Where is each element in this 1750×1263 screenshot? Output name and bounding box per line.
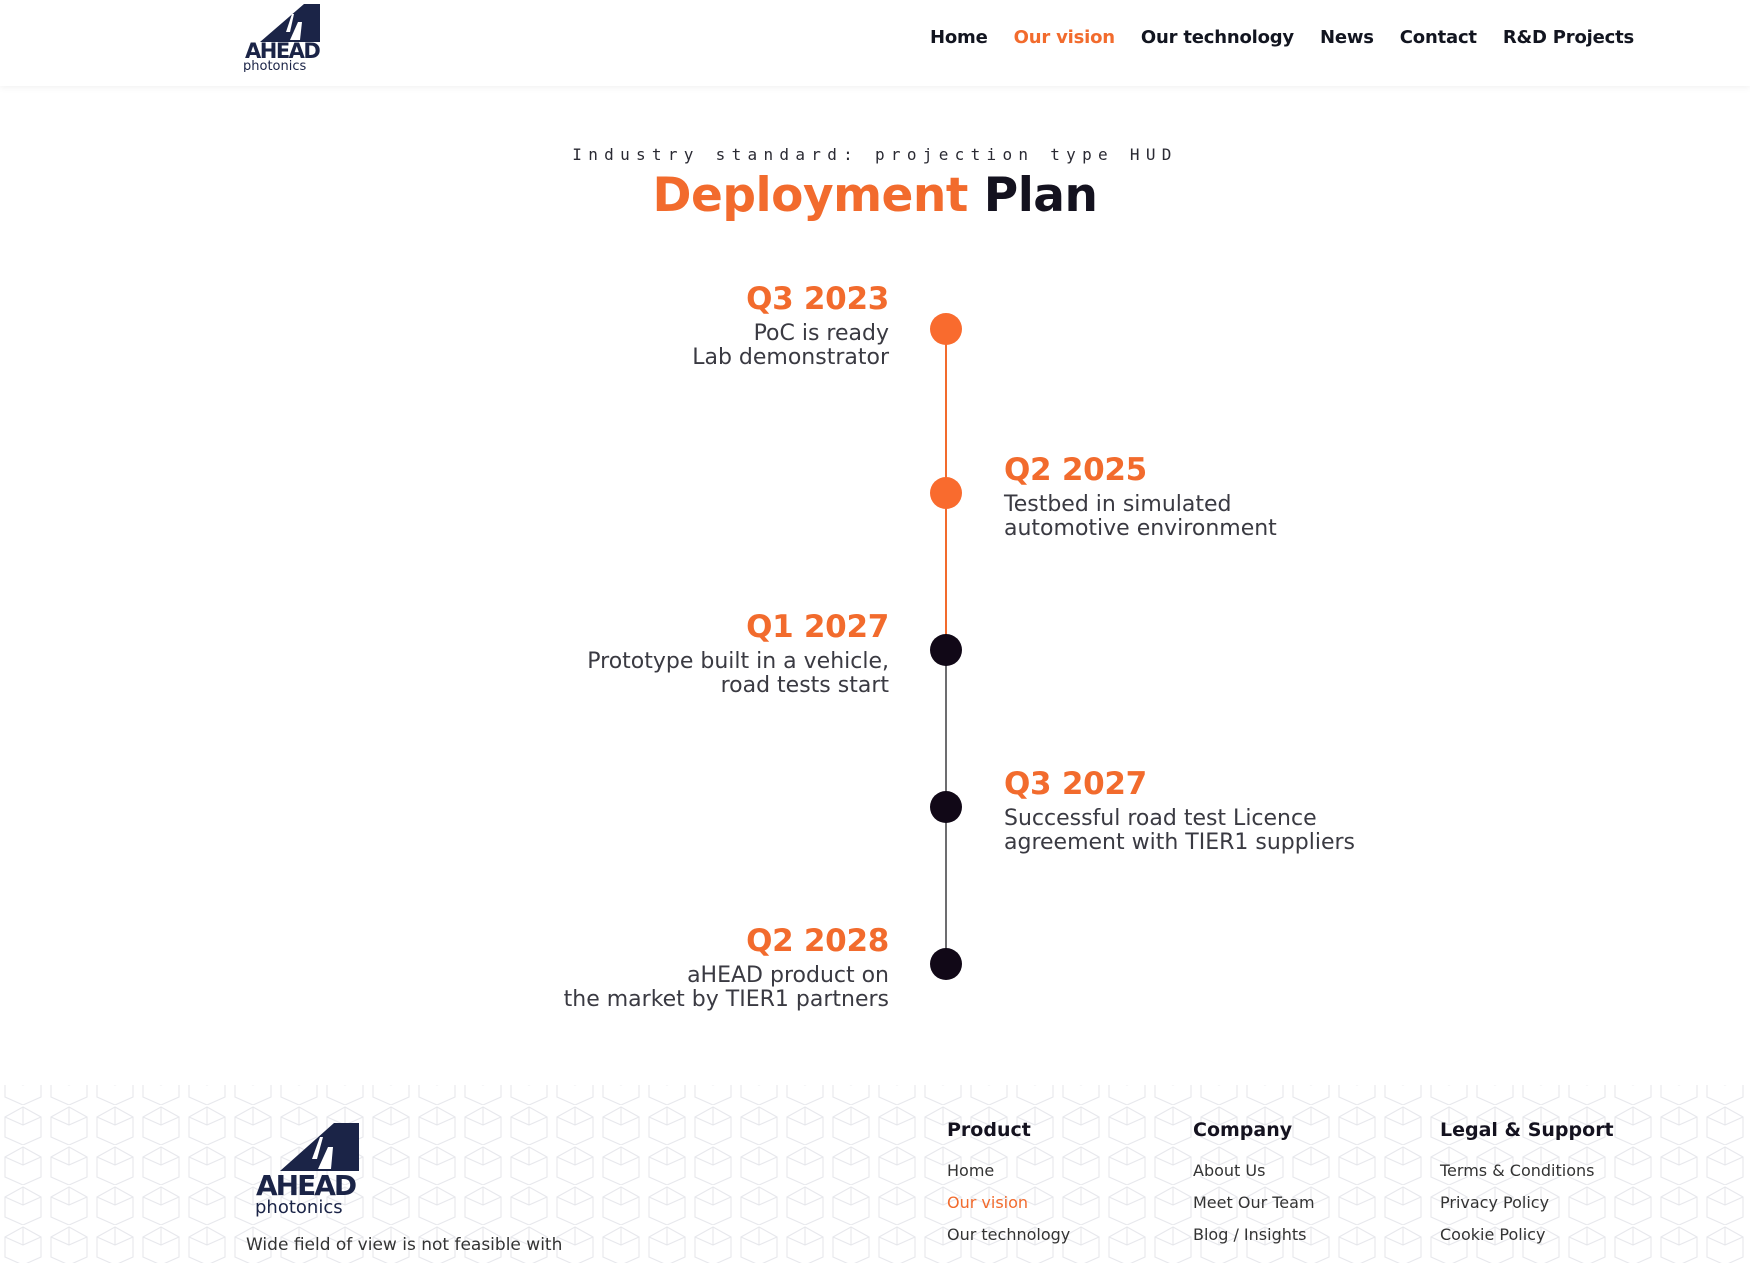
- timeline-dot: [930, 477, 962, 509]
- timeline-dot: [930, 634, 962, 666]
- timeline-quarter: Q2 2025: [1004, 452, 1147, 488]
- timeline-text-line: agreement with TIER1 suppliers: [1004, 830, 1355, 855]
- logo-text-main: AHEAD: [256, 1169, 356, 1202]
- ahead-photonics-logo-footer[interactable]: [254, 1123, 360, 1217]
- timeline-entry: [1004, 767, 1524, 855]
- timeline-text-line: PoC is ready: [753, 321, 889, 346]
- timeline-text: [369, 650, 889, 698]
- footer-link-meet-our-team[interactable]: Meet Our Team: [1193, 1193, 1315, 1212]
- timeline-dot: [930, 948, 962, 980]
- section-eyebrow: Industry standard: projection type HUD: [572, 145, 1178, 164]
- footer-link-our-vision[interactable]: Our vision: [947, 1193, 1029, 1212]
- timeline-quarter: Q3 2023: [746, 281, 889, 317]
- nav-news[interactable]: News: [1319, 27, 1374, 48]
- logo-text-main: AHEAD: [245, 39, 320, 63]
- title-accent: Deployment: [652, 168, 968, 223]
- footer-column-heading: Product: [947, 1119, 1031, 1141]
- logo-text-sub: photonics: [255, 1197, 343, 1217]
- footer-link-cookie[interactable]: Cookie Policy: [1440, 1225, 1546, 1244]
- footer-column-heading: Legal & Support: [1440, 1119, 1614, 1141]
- nav-our-vision[interactable]: Our vision: [1013, 27, 1115, 48]
- footer-link-home[interactable]: Home: [947, 1161, 995, 1180]
- logo-text-sub: photonics: [243, 59, 307, 72]
- timeline-entry: [369, 282, 889, 370]
- footer-link-blog-insights[interactable]: Blog / Insights: [1193, 1225, 1307, 1244]
- timeline-entry: [369, 610, 889, 698]
- timeline-text-line: Prototype built in a vehicle,: [587, 649, 889, 674]
- timeline-text: [1004, 807, 1524, 855]
- footer-column-product: [947, 1119, 1070, 1251]
- timeline-text: [369, 964, 889, 1012]
- timeline-text: [1004, 493, 1524, 541]
- page-title: [0, 168, 1750, 223]
- timeline-text-line: Lab demonstrator: [692, 345, 889, 370]
- site-footer: [0, 1065, 1750, 1263]
- nav-our-technology[interactable]: Our technology: [1140, 27, 1294, 48]
- timeline-text-line: automotive environment: [1004, 516, 1277, 541]
- timeline-quarter: Q2 2028: [746, 923, 889, 959]
- timeline-dot: [930, 791, 962, 823]
- footer-column-legal: [1440, 1119, 1614, 1251]
- footer-link-our-technology[interactable]: Our technology: [947, 1225, 1071, 1244]
- site-header: [0, 0, 1750, 86]
- footer-description: Wide field of view is not feasible with: [246, 1235, 563, 1255]
- timeline-text-line: aHEAD product on: [687, 963, 889, 988]
- nav-contact[interactable]: Contact: [1399, 27, 1477, 48]
- main-nav: [904, 27, 1634, 48]
- timeline-dot: [930, 313, 962, 345]
- timeline-text-line: Successful road test Licence: [1004, 806, 1317, 831]
- ahead-photonics-logo[interactable]: [242, 2, 322, 72]
- footer-link-privacy[interactable]: Privacy Policy: [1440, 1193, 1550, 1212]
- timeline-entry: [1004, 453, 1524, 541]
- timeline-text-line: road tests start: [720, 673, 889, 698]
- timeline-text-line: the market by TIER1 partners: [563, 987, 889, 1012]
- timeline-text: [369, 322, 889, 370]
- timeline-quarter: Q1 2027: [746, 609, 889, 645]
- timeline-text-line: Testbed in simulated: [1004, 492, 1232, 517]
- footer-link-about-us[interactable]: About Us: [1193, 1161, 1266, 1180]
- footer-column-heading: Company: [1193, 1119, 1293, 1141]
- nav-home[interactable]: Home: [930, 27, 988, 48]
- footer-column-company: [1193, 1119, 1315, 1251]
- footer-link-terms[interactable]: Terms & Conditions: [1440, 1161, 1595, 1180]
- timeline-quarter: Q3 2027: [1004, 766, 1147, 802]
- nav-rd-projects[interactable]: R&D Projects: [1502, 27, 1634, 48]
- timeline-entry: [369, 924, 889, 1012]
- title-rest: Plan: [983, 168, 1098, 223]
